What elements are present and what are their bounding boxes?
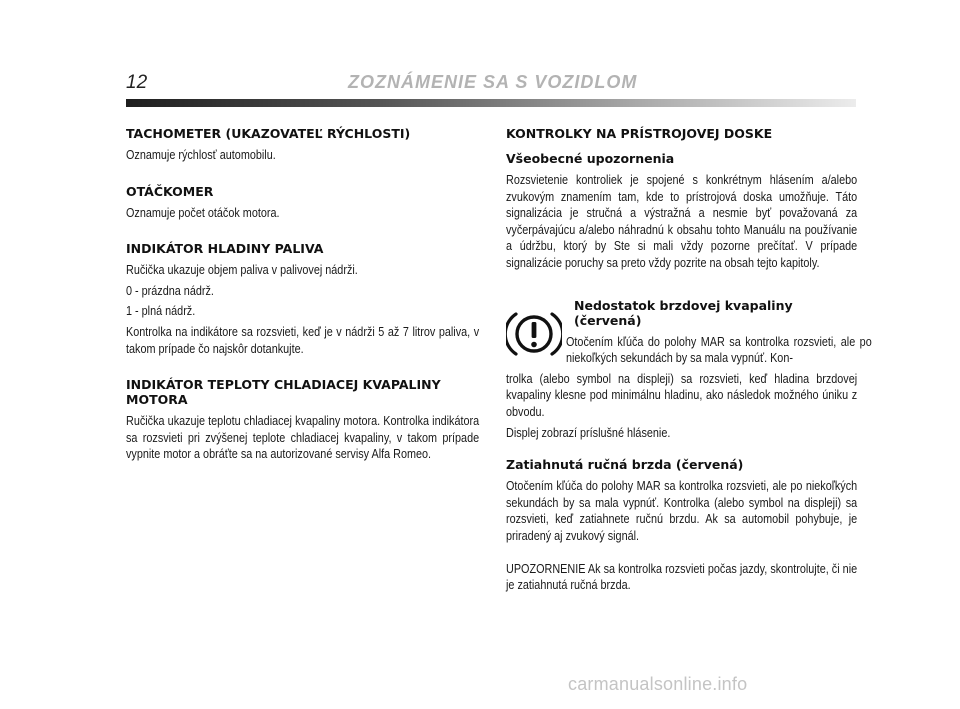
brake-fluid-heading: Nedostatok brzdovej kvapaliny (červená) — [574, 297, 793, 328]
chapter-title: ZOZNÁMENIE SA S VOZIDLOM — [348, 72, 638, 92]
coolant-heading: INDIKÁTOR TEPLOTY CHLADIACEJ KVAPALINY MOTORA — [126, 377, 441, 408]
brake-warning-icon — [506, 306, 562, 362]
brake-fluid-text: trolka (alebo symbol na displeji) sa rozsvieti, keď hladina brzdovej kvapaliny klesne pod minimálnu hladinu, ako následok možného úniku z obvodu. — [506, 371, 858, 419]
handbrake-text: Otočením kľúča do polohy MAR sa kontrolka rozsvieti, ale po niekoľkých sekundách by sa mala vypnúť. Kontrolka (alebo symbol na displeji) sa rozsvieti, keď zatiahnete ručnú brzdu. Ak sa automobil pohybuje, je priradený aj zvukový signál. — [506, 479, 858, 543]
general-heading: Všeobecné upozornenia — [506, 151, 675, 166]
section-brake-fluid — [506, 297, 872, 442]
fuel-text-2: 0 - prázdna nádrž. — [126, 283, 214, 298]
fuel-text-1: Ručička ukazuje objem paliva v palivovej nádrži. — [126, 263, 358, 278]
rpm-heading: OTÁČKOMER — [126, 183, 214, 199]
header-rule — [126, 99, 856, 107]
page-number: 12 — [126, 72, 148, 93]
section-coolant — [126, 377, 480, 463]
tachometer-text: Oznamuje rýchlosť automobilu. — [126, 148, 276, 162]
watermark: carmanualsonline.info — [568, 674, 748, 694]
section-tachometer — [126, 126, 480, 164]
right-column — [506, 126, 872, 614]
handbrake-warning: UPOZORNENIE Ak sa kontrolka rozsvieti počas jazdy, skontrolujte, či nie je zatiahnutá ručná brzda. — [506, 561, 858, 593]
fuel-text-3: 1 - plná nádrž. — [126, 304, 196, 319]
fuel-text-4: Kontrolka na indikátore sa rozsvieti, keď je v nádrži 5 až 7 litrov paliva, v takom prípade čo najskôr dotankujte. — [126, 324, 480, 356]
handbrake-heading: Zatiahnutá ručná brzda (červená) — [506, 457, 744, 473]
section-fuel — [126, 241, 480, 357]
left-column — [126, 126, 480, 483]
section-handbrake — [506, 457, 858, 594]
warning-lights-heading: KONTROLKY NA PRÍSTROJOVEJ DOSKE — [506, 126, 773, 141]
tachometer-heading: TACHOMETER (UKAZOVATEĽ RÝCHLOSTI) — [126, 126, 411, 141]
section-general — [506, 151, 858, 272]
rpm-text: Oznamuje počet otáčok motora. — [126, 205, 280, 220]
brake-fluid-text-2: Displej zobrazí príslušné hlásenie. — [506, 425, 671, 440]
brake-fluid-text-indent: Otočením kľúča do polohy MAR sa kontrolka rozsvieti, ale po niekoľkých sekundách by sa mala vypnúť. Kon- — [566, 334, 872, 366]
fuel-heading: INDIKÁTOR HLADINY PALIVA — [126, 241, 324, 257]
coolant-text: Ručička ukazuje teplotu chladiacej kvapaliny motora. Kontrolka indikátora sa rozsvieti pri zvýšenej teplote chladiacej kvapaliny, v takom prípade vypnite motor a obráťte sa na autorizované servisy Alfa Romeo. — [126, 414, 480, 462]
general-text: Rozsvietenie kontroliek je spojené s konkrétnym hlásením a/alebo zvukovým znamením tam, kde to prístrojová doska umožňuje. Táto signalizácia je stručná a výstražná a nesmie byť považovaná za vyčerpávajúcu a/alebo náhradnú k obsahu tohto Manuálu na používanie a údržbu, ktorý by Ste si mali vždy pozorne prečítať. V prípade signalizácie poruchy sa preto vždy pozrite na obsah tejto kapitoly. — [506, 173, 858, 270]
section-rpm — [126, 184, 480, 222]
